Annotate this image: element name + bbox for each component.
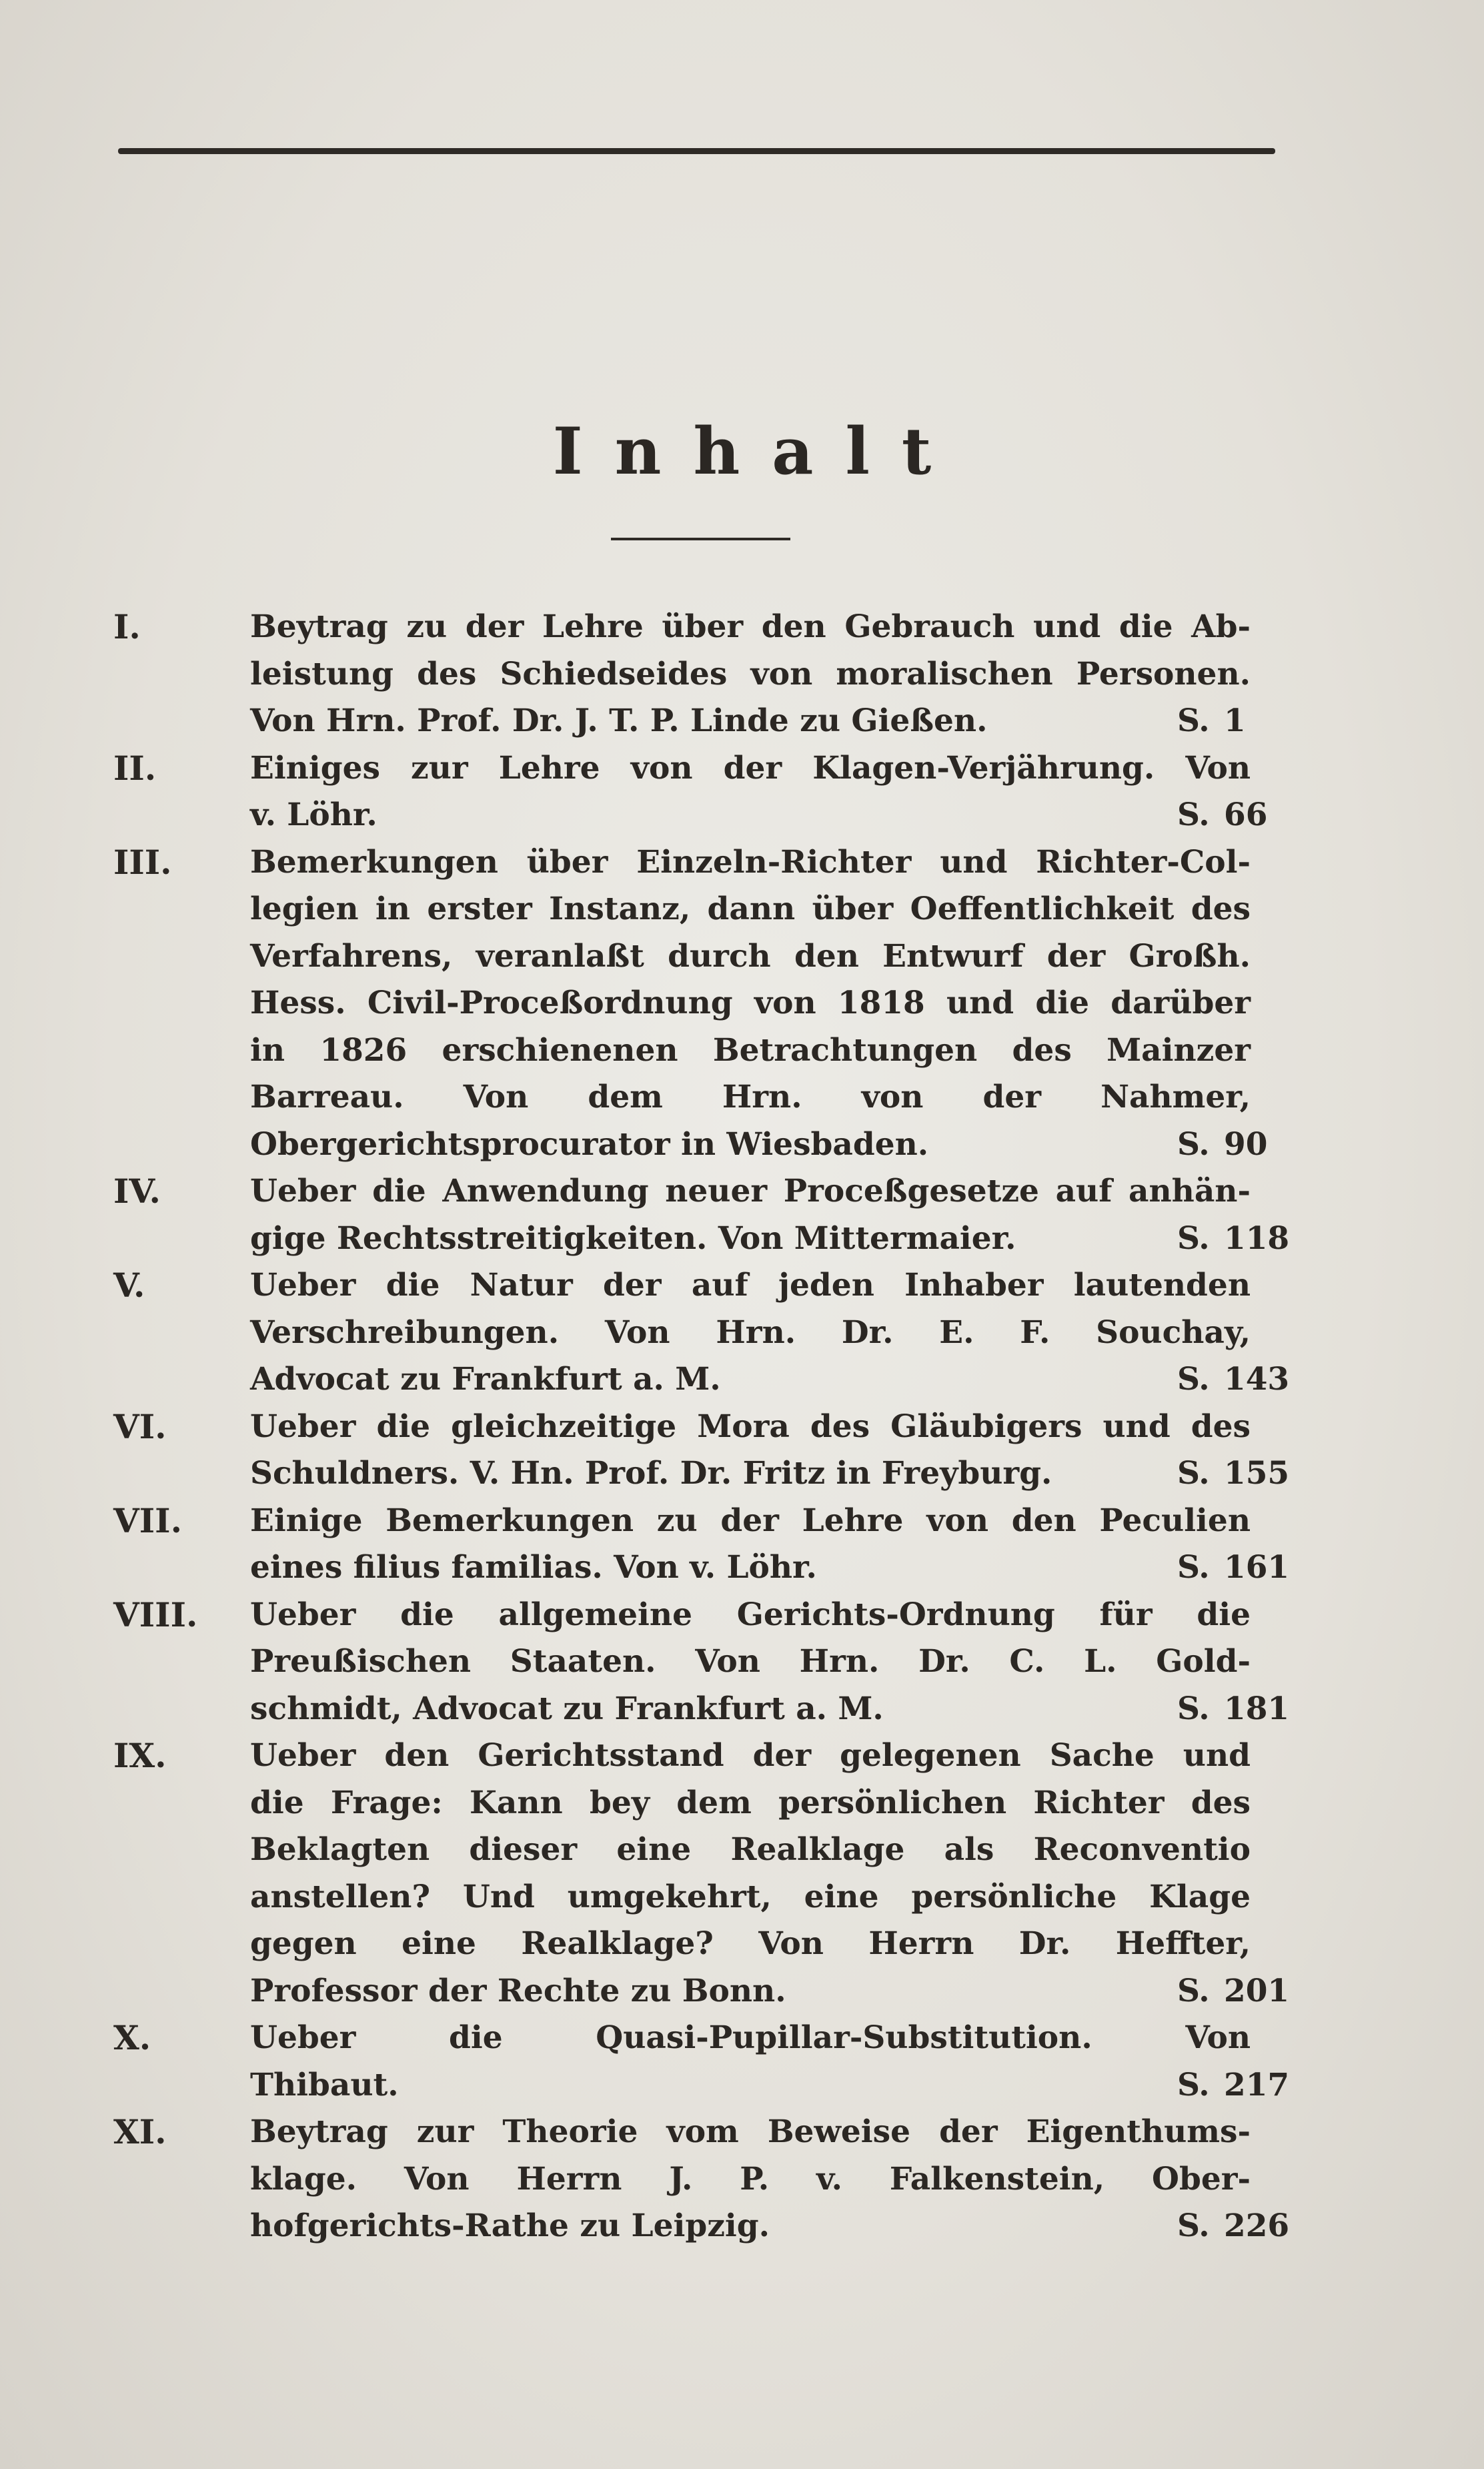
entry-numeral: II. bbox=[113, 748, 157, 788]
entry-line bbox=[250, 1121, 1297, 1169]
page-number: 217 bbox=[1224, 2066, 1290, 2103]
entry-numeral: III. bbox=[113, 842, 172, 882]
entry-line: gegen eine Realklage? Von Herrn Dr. Heffter, bbox=[250, 1925, 1251, 1962]
entry-line: Einiges zur Lehre von der Klagen-Verjährung. Von bbox=[250, 749, 1251, 787]
page-number: 118 bbox=[1224, 1219, 1290, 1257]
page-prefix: S. bbox=[1177, 1972, 1210, 2009]
entry-line-text: Schuldners. V. Hn. Prof. Dr. Fritz in Freyburg. bbox=[250, 1455, 1052, 1492]
entry-line: klage. Von Herrn J. P. v. Falkenstein, Ober- bbox=[250, 2160, 1251, 2197]
entry-line: Ueber die Natur der auf jeden Inhaber lautenden bbox=[250, 1267, 1251, 1304]
entry-line bbox=[250, 2062, 1297, 2109]
entry-line: Ueber die allgemeine Gerichts-Ordnung für die bbox=[250, 1596, 1251, 1633]
entry-line: Preußischen Staaten. Von Hrn. Dr. C. L. Gold- bbox=[250, 1643, 1251, 1680]
entry-line: Barreau. Von dem Hrn. von der Nahmer, bbox=[250, 1079, 1251, 1115]
page-title: Inhalt bbox=[552, 414, 964, 489]
toc-entry bbox=[113, 1404, 1297, 1498]
title-rule bbox=[611, 538, 790, 540]
toc-entry bbox=[113, 1498, 1297, 1592]
page-number: 1 bbox=[1224, 702, 1246, 739]
page-number: 90 bbox=[1224, 1125, 1268, 1163]
entry-line-text: Advocat zu Frankfurt a. M. bbox=[250, 1361, 721, 1398]
toc-entry bbox=[113, 1262, 1297, 1404]
page-prefix: S. bbox=[1177, 1549, 1210, 1586]
entry-line: Einige Bemerkungen zu der Lehre von den Peculien bbox=[250, 1502, 1251, 1539]
entry-line bbox=[250, 1544, 1297, 1592]
entry-line bbox=[250, 2203, 1297, 2250]
entry-line: anstellen? Und umgekehrt, eine persönliche Klage bbox=[250, 1878, 1251, 1915]
entry-line: Verfahrens, veranlaßt durch den Entwurf der Großh. bbox=[250, 937, 1251, 975]
page-number: 181 bbox=[1224, 1690, 1290, 1727]
page-prefix: S. bbox=[1177, 2066, 1210, 2103]
entry-line: leistung des Schiedseides von moralischen Personen. bbox=[250, 655, 1251, 692]
page-number: 226 bbox=[1224, 2207, 1290, 2244]
entry-line: Beytrag zu der Lehre über den Gebrauch und die Ab- bbox=[250, 608, 1251, 645]
entry-line-text: hofgerichts-Rathe zu Leipzig. bbox=[250, 2207, 770, 2244]
entry-numeral: V. bbox=[113, 1266, 145, 1305]
entry-line bbox=[250, 1215, 1297, 1263]
toc-entry bbox=[113, 839, 1297, 1169]
entry-line bbox=[250, 1356, 1297, 1404]
entry-line: Verschreibungen. Von Hrn. Dr. E. F. Souchay, bbox=[250, 1314, 1251, 1351]
entry-numeral: VIII. bbox=[113, 1594, 198, 1634]
entry-numeral: XI. bbox=[113, 2112, 167, 2151]
entry-numeral: VII. bbox=[113, 1500, 182, 1540]
page-prefix: S. bbox=[1177, 797, 1210, 833]
entry-line: Ueber die Quasi-Pupillar-Substitution. Von bbox=[250, 2019, 1251, 2056]
header-rule bbox=[118, 148, 1275, 154]
entry-numeral: IV. bbox=[113, 1171, 161, 1211]
page-number: 155 bbox=[1224, 1455, 1290, 1492]
entry-line bbox=[250, 1450, 1297, 1498]
entry-line-text: Obergerichtsprocurator in Wiesbaden. bbox=[250, 1125, 929, 1163]
entry-numeral: IX. bbox=[113, 1736, 167, 1775]
entry-line bbox=[250, 698, 1297, 745]
page-prefix: S. bbox=[1177, 1219, 1210, 1257]
entry-line-text: v. Löhr. bbox=[250, 797, 378, 833]
page-prefix: S. bbox=[1177, 1455, 1210, 1492]
page-prefix: S. bbox=[1177, 1690, 1210, 1727]
page-prefix: S. bbox=[1177, 1361, 1210, 1398]
entry-line: Ueber den Gerichtsstand der gelegenen Sache und bbox=[250, 1737, 1251, 1774]
entry-line: in 1826 erschienenen Betrachtungen des Mainzer bbox=[250, 1031, 1251, 1069]
entry-line: Beytrag zur Theorie vom Beweise der Eigenthums- bbox=[250, 2113, 1251, 2150]
entry-line bbox=[250, 1968, 1297, 2015]
page-prefix: S. bbox=[1177, 2207, 1210, 2244]
page-number: 201 bbox=[1224, 1972, 1290, 2009]
page-number: 143 bbox=[1224, 1361, 1290, 1398]
entry-line-text: Von Hrn. Prof. Dr. J. T. P. Linde zu Gießen. bbox=[250, 702, 988, 739]
toc-entry bbox=[113, 745, 1297, 839]
entry-line bbox=[250, 1686, 1297, 1733]
entry-line: Ueber die gleichzeitige Mora des Gläubigers und des bbox=[250, 1408, 1251, 1445]
entry-line: Bemerkungen über Einzeln-Richter und Richter-Col- bbox=[250, 843, 1251, 881]
page-prefix: S. bbox=[1177, 702, 1210, 739]
toc-entry bbox=[113, 1733, 1297, 2015]
entry-line-text: gige Rechtsstreitigkeiten. Von Mittermaier. bbox=[250, 1219, 1016, 1257]
entry-line: Hess. Civil-Proceßordnung von 1818 und die darüber bbox=[250, 985, 1251, 1021]
entry-line: die Frage: Kann bey dem persönlichen Richter des bbox=[250, 1784, 1251, 1821]
entry-line: Beklagten dieser eine Realklage als Reconventio bbox=[250, 1831, 1251, 1868]
entry-line: legien in erster Instanz, dann über Oeffentlichkeit des bbox=[250, 891, 1251, 927]
page-number: 66 bbox=[1224, 797, 1268, 833]
toc-entry bbox=[113, 1592, 1297, 1733]
entry-line: Ueber die Anwendung neuer Proceßgesetze auf anhän- bbox=[250, 1173, 1251, 1209]
entry-line-text: schmidt, Advocat zu Frankfurt a. M. bbox=[250, 1690, 884, 1727]
entry-line-text: eines filius familias. Von v. Löhr. bbox=[250, 1549, 817, 1586]
entry-numeral: I. bbox=[113, 607, 141, 646]
toc-entry bbox=[113, 2109, 1297, 2250]
table-of-contents bbox=[113, 604, 1297, 2250]
entry-line-text: Professor der Rechte zu Bonn. bbox=[250, 1972, 786, 2009]
entry-line bbox=[250, 792, 1297, 839]
page-prefix: S. bbox=[1177, 1125, 1210, 1163]
toc-entry bbox=[113, 1168, 1297, 1262]
page-number: 161 bbox=[1224, 1549, 1290, 1586]
entry-numeral: X. bbox=[113, 2018, 151, 2057]
toc-entry bbox=[113, 604, 1297, 745]
toc-entry bbox=[113, 2015, 1297, 2109]
entry-line-text: Thibaut. bbox=[250, 2066, 399, 2103]
entry-numeral: VI. bbox=[113, 1406, 167, 1446]
